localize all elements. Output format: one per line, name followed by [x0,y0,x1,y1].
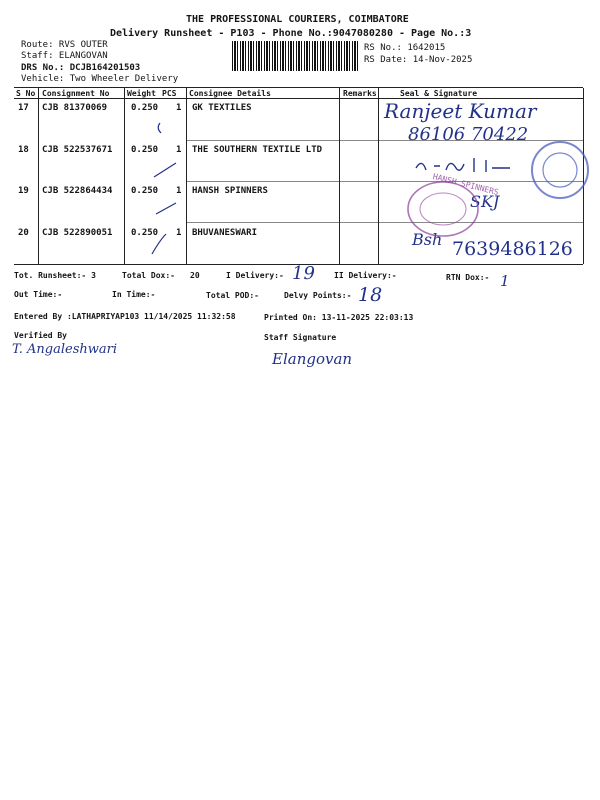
i-delivery-value: 19 [292,263,315,284]
row-pcs: 1 [176,145,182,155]
col-header-remarks: Remarks [343,89,377,98]
barcode [232,41,360,71]
runsheet-title: Delivery Runsheet - P103 - Phone No.:9047080280 - Page No.:3 [110,28,472,39]
row-sno: 20 [18,228,29,238]
company-name: THE PROFESSIONAL COURIERS, COIMBATORE [186,14,409,25]
row-consignment: CJB 522864434 [42,186,113,196]
row17-phone: 86106 70422 [408,124,529,145]
company-seal-stamp [528,138,592,202]
row-consignee: HANSH SPINNERS [192,186,268,196]
col-divider [378,88,379,264]
out-time-label: Out Time:- [14,290,63,299]
rtn-dox-value: 1 [500,272,510,290]
total-dox-value: 20 [190,271,200,280]
pen-tick-marks [150,114,180,264]
ii-delivery-label: II Delivery:- [334,271,397,280]
row-sno: 18 [18,145,29,155]
col-header-sno: S No [16,89,36,98]
col-header-seal: Seal & Signature [400,89,478,98]
route-label: Route: RVS OUTER [21,40,108,50]
row-consignment: CJB 522890051 [42,228,113,238]
row-divider [186,222,583,223]
row-consignee: THE SOUTHERN TEXTILE LTD [192,145,323,155]
verified-by-signature: T. Angaleshwari [12,342,118,357]
rs-number: RS No.: 1642015 [364,43,446,53]
rtn-dox-label: RTN Dox:- [446,273,490,282]
col-header-pcs: PCS [162,89,177,98]
entered-by: Entered By :LATHAPRIYAP103 11/14/2025 11:32:58 [14,312,236,321]
row-weight: 0.250 [131,228,159,238]
row-sno: 19 [18,186,29,196]
col-divider [339,88,340,264]
col-divider [186,88,187,264]
row-weight: 0.250 [131,145,159,155]
verified-by-label: Verified By [14,331,67,340]
row-consignment: CJB 522537671 [42,145,113,155]
staff-label: Staff: ELANGOVAN [21,51,108,61]
col-header-weight: Weight [127,89,156,98]
col-divider [38,88,39,264]
col-header-consignee: Consignee Details [189,89,271,98]
row19-signature: SKJ [470,192,500,211]
col-header-consignment: Consignment No [42,89,110,98]
staff-signature-label: Staff Signature [264,333,337,342]
row-pcs: 1 [176,228,182,238]
delvy-points-label: Delvy Points:- [284,291,352,300]
vehicle-label: Vehicle: Two Wheeler Delivery [21,74,179,84]
row-pcs: 1 [176,103,182,113]
total-dox-label: Total Dox:- [122,271,175,280]
row20-signature: Bsh [412,230,443,249]
row-consignee: BHUVANESWARI [192,228,258,238]
tot-runsheet: Tot. Runsheet:- 3 [14,271,96,280]
rs-date: RS Date: 14-Nov-2025 [364,55,473,65]
printed-on: Printed On: 13-11-2025 22:03:13 [264,313,414,322]
in-time-label: In Time:- [112,290,156,299]
table-top-rule [14,87,583,88]
row-consignee: GK TEXTILES [192,103,252,113]
row17-signature: Ranjeet Kumar [384,99,537,123]
delvy-points-value: 18 [358,284,383,306]
staff-signature: Elangovan [272,350,353,368]
i-delivery-label: I Delivery:- [226,271,284,280]
row-weight: 0.250 [131,103,159,113]
row18-signature [412,154,532,178]
total-pod-label: Total POD:- [206,291,259,300]
row20-phone: 7639486126 [452,238,573,260]
row-divider [186,181,583,182]
col-divider [124,88,125,264]
row-consignment: CJB 81370069 [42,103,108,113]
stamp-text: HANSH SPINNERS [431,171,500,198]
row-pcs: 1 [176,186,182,196]
row-sno: 17 [18,103,29,113]
row-weight: 0.250 [131,186,159,196]
drs-number: DRS No.: DCJB164201503 [21,63,141,73]
